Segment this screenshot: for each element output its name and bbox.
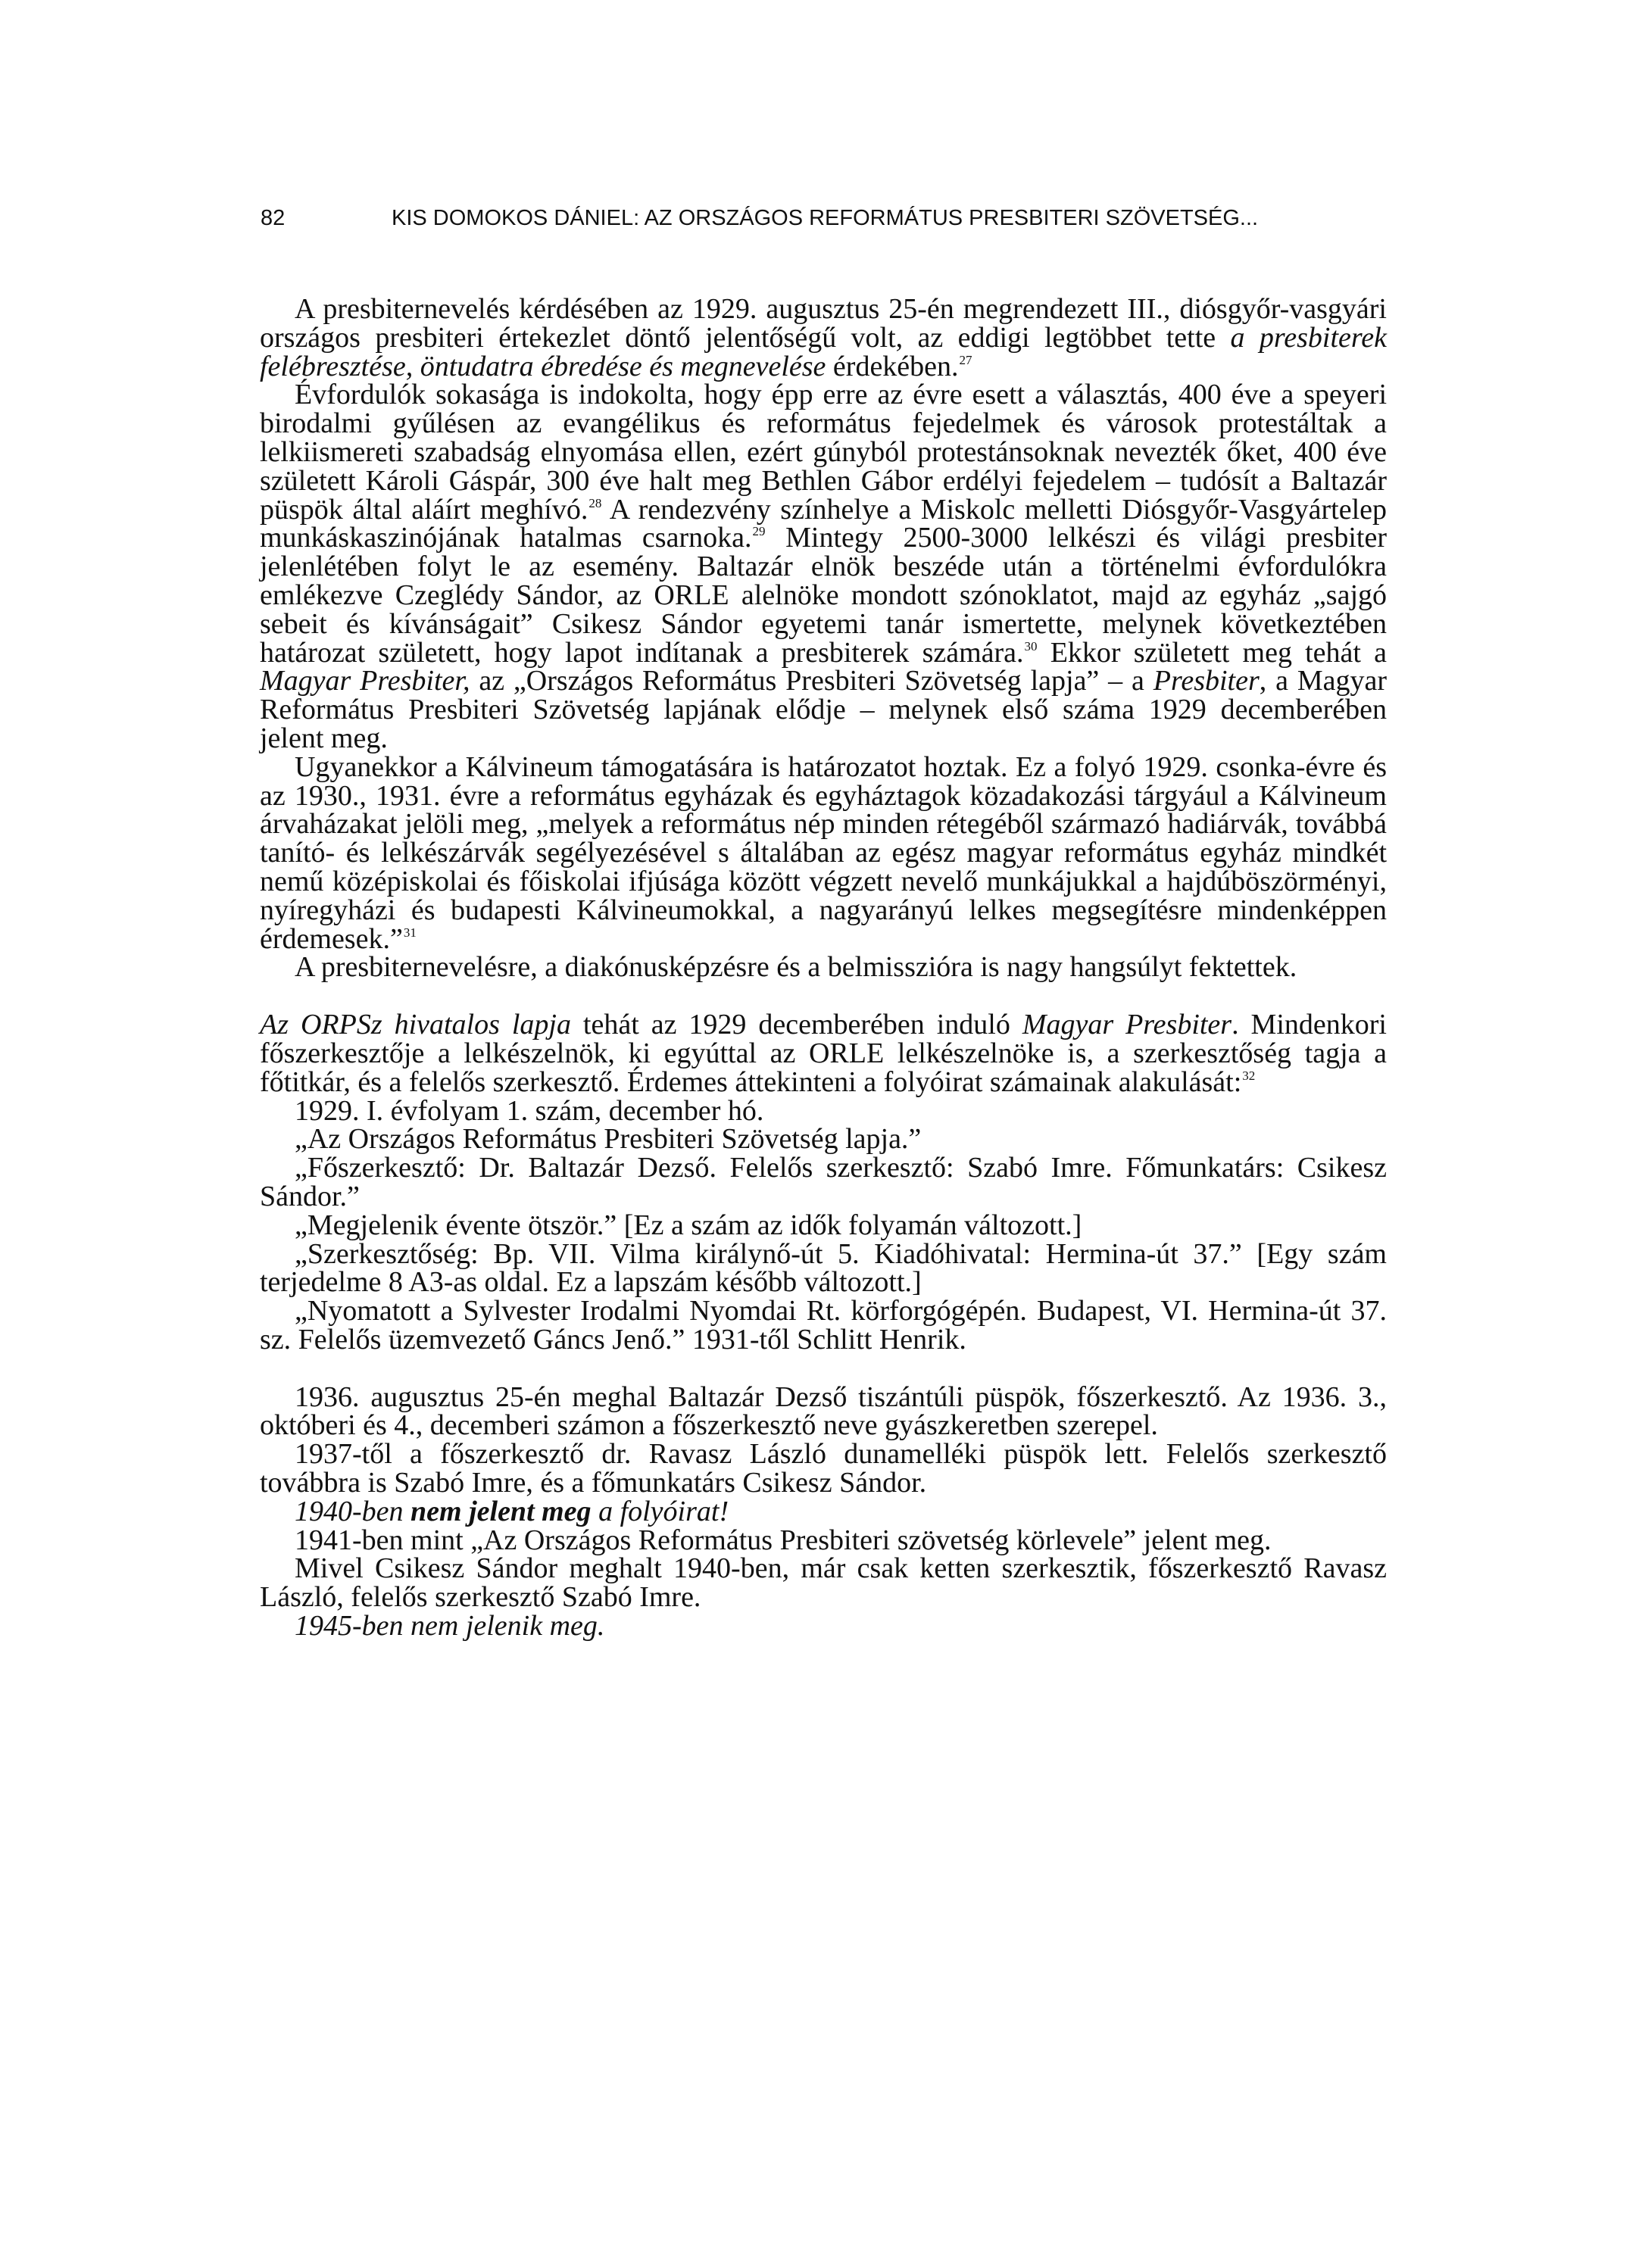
journal-list-item: „Főszerkesztő: Dr. Baltazár Dezső. Felelős szerkesztő: Szabó Imre. Főmunkatárs: Csikesz Sándor.” — [260, 1152, 1387, 1212]
footnote-ref-30[interactable]: 30 — [1024, 638, 1038, 654]
footnote-ref-27[interactable]: 27 — [959, 352, 972, 367]
text-run: az „Országos Református Presbiteri Szövetség lapja” – a — [470, 665, 1153, 697]
paragraph-official-journal — [260, 1011, 1387, 1097]
journal-list-item: „Szerkesztőség: Bp. VII. Vilma királynő-út 5. Kiadóhivatal: Hermina-út 37.” [Egy szám terjedelme 8 A3-as oldal. Ez a lapszám később változott.] — [260, 1237, 1387, 1299]
footnote-ref-31[interactable]: 31 — [403, 925, 417, 940]
text-run: A rendezvény színhelye a Miskolc melletti Diósgyőr-Vasgyártelep munkáskaszinójának hatalmas csarnoka. — [260, 493, 1387, 554]
italic-title: Magyar Presbiter — [1022, 1009, 1232, 1041]
text-run: , a Magyar Református Presbiteri Szövetség lapjának elődje – melynek első száma 1929 decemberében jelent meg. — [260, 665, 1387, 754]
text-run: A presbiternevelés kérdésében az 1929. augusztus 25-én megrendezett III., diósgyőr-vasgyári országos presbiteri értekezlet döntő jelentőségű volt, az eddigi legtöbbet tette — [260, 293, 1387, 354]
journal-list-item: „Nyomatott a Sylvester Irodalmi Nyomdai Rt. körforgógépén. Budapest, VI. Hermina-út 37. sz. Felelős üzemvezető Gáncs Jenő.” 1931-től Schlitt Henrik. — [260, 1295, 1387, 1355]
history-paragraph-1945: 1945-ben nem jelenik meg. — [295, 1610, 605, 1643]
text-run: Évfordulók sokasága is indokolta, hogy épp erre az évre esett a választás, 400 éve a speyeri birodalmi gyűlésen az evangélikus és református fejedelmek és városok protestáltak a lelkiismereti szabadság elnyomása ellen, ezért gúnyból protestánsoknak nevezték őket, 400 éve született Károli Gáspár, 300 éve halt meg Bethlen Gábor erdélyi fejedelem – tudósít a Baltazár püspök által aláírt meghívó. — [260, 379, 1387, 526]
paragraph-anniversaries — [260, 381, 1387, 753]
italic-phrase: 1940-ben — [295, 1495, 411, 1527]
history-paragraph: Mivel Csikesz Sándor meghalt 1940-ben, már csak ketten szerkesztik, főszerkesztő Ravasz László, felelős szerkesztő Szabó Imre. — [260, 1552, 1387, 1614]
italic-title: Magyar Presbiter, — [260, 665, 470, 697]
running-title: KIS DOMOKOS DÁNIEL: AZ ORSZÁGOS REFORMÁTUS PRESBITERI SZÖVETSÉG... — [392, 206, 1259, 230]
running-header — [0, 203, 1642, 233]
footnote-ref-29[interactable]: 29 — [752, 524, 766, 539]
text-run: tehát az 1929 decemberében induló — [570, 1009, 1022, 1041]
text-run: . Mindenkori főszerkesztője a lelkészelnök, ki egyúttal az ORLE lelkészelnöke is, a szerkesztőség tagja a főtitkár, és a felelős szerkesztő. Érdemes áttekinteni a folyóirat számainak alakulását: — [260, 1009, 1387, 1098]
text-run: Mintegy 2500-3000 lelkészi és világi presbiter jelenlétében folyt le az esemény. Baltazár elnök beszéde után a történelmi évfordulókra emlékezve Czeglédy Sándor, az ORLE alelnöke mondott szónoklatot, majd az egyház „sajgó sebeit és kívánságait” Csikesz Sándor egyetemi tanár ismertette, melynek következtében határozat született, hogy lapot indítanak a presbiterek számára. — [260, 522, 1387, 669]
history-paragraph: 1941-ben mint „Az Országos Református Presbiteri szövetség körlevele” jelent meg. — [295, 1524, 1272, 1556]
journal-list-item: „Megjelenik évente ötször.” [Ez a szám az idők folyamán változott.] — [295, 1209, 1082, 1241]
footnote-ref-32[interactable]: 32 — [1242, 1068, 1256, 1083]
italic-title: Presbiter — [1153, 665, 1260, 697]
text-run: Ugyanekkor a Kálvineum támogatására is határozatot hoztak. Ez a folyó 1929. csonka-évre és az 1930., 1931. évre a református egyházak és egyháztagok közadakozási tárgyául a Kálvineum árvaházakat jelöli meg, „melyek a református nép minden rétegéből származó hadiárvák, továbbá tanító- és lelkészárvák segélyezésével s általában az egész magyar református egyház mindkét nemű középiskolai és főiskolai ifjúsága között végzett nevelő munkájukkal a hajdúböszörményi, nyíregyházi és budapesti Kálvineumokkal, a nagyarányú lelkes megsegítésre mindenképpen érdemesek.” — [260, 750, 1387, 955]
bold-italic-phrase: nem jelent meg — [410, 1495, 592, 1527]
text-run: érdekében. — [826, 350, 959, 382]
main-text — [260, 295, 1387, 1641]
italic-phrase: a folyóirat! — [591, 1495, 729, 1527]
journal-list-item: „Az Országos Református Presbiteri Szövetség lapja.” — [295, 1123, 922, 1156]
italic-phrase: a presbiterek felébresztése, öntudatra ébredése és megnevelése — [260, 321, 1388, 382]
paragraph-emphasis: A presbiternevelésre, a diakónusképzésre és a belmisszióra is nagy hangsúlyt fektettek. — [295, 951, 1297, 984]
journal-list-item: 1929. I. évfolyam 1. szám, december hó. — [295, 1094, 764, 1127]
italic-phrase: Az ORPSz hivatalos lapja — [260, 1009, 571, 1041]
footnote-ref-28[interactable]: 28 — [588, 495, 602, 510]
page-number: 82 — [261, 206, 286, 230]
history-paragraph: 1937-től a főszerkesztő dr. Ravasz László dunamelléki püspök lett. Felelős szerkesztő továbbra is Szabó Imre, és a főmunkatárs Csikesz Sándor. — [260, 1438, 1387, 1499]
text-run: Ekkor született meg tehát a — [1037, 636, 1387, 669]
history-paragraph-1940 — [260, 1495, 1387, 1527]
paragraph-presbiter-education — [260, 295, 1387, 381]
history-paragraph: 1936. augusztus 25-én meghal Baltazár Dezső tiszántúli püspök, főszerkesztő. Az 1936. 3., októberi és 4., decemberi számon a főszerkesztő neve gyászkeretben szerepel. — [260, 1380, 1387, 1442]
paragraph-kalvineum — [260, 750, 1387, 955]
